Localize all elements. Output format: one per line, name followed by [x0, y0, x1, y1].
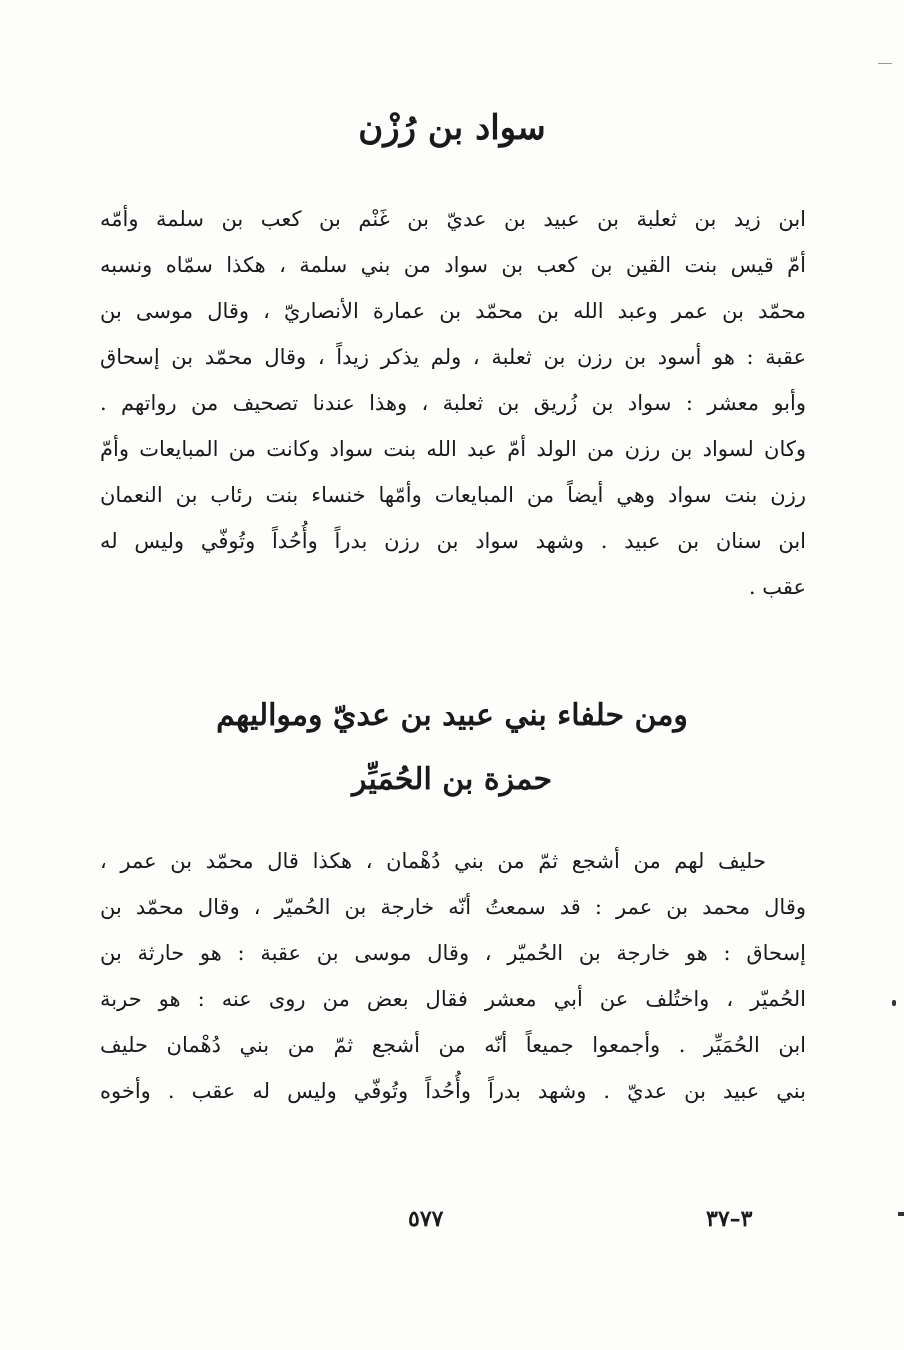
text-line: ابن الحُمَيِّر . وأجمعوا جميعاً أنّه من أشجع ثمّ من بني دُهْمان حليف	[100, 1033, 806, 1057]
text-line: رزن بنت سواد وهي أيضاً من المبايعات وأمّها خنساء بنت رئاب بن النعمان	[100, 483, 806, 507]
text-line: وأبو معشر : سواد بن زُريق بن ثعلبة ، وهذا عندنا تصحيف من رواتهم .	[100, 391, 806, 415]
paragraph-sawad	[100, 196, 806, 610]
section-title-hamza: حمزة بن الحُمَيِّر	[351, 762, 553, 797]
text-line: ابن سنان بن عبيد . وشهد سواد بن رزن بدراً وأُحُداً وتُوفّي وليس له	[100, 529, 806, 553]
paragraph-hamza	[100, 838, 806, 1114]
scan-artifact	[878, 63, 892, 64]
text-line: وقال محمد بن عمر : قد سمعتُ أنّه خارجة بن الحُميّر ، وقال محمّد بن	[100, 895, 806, 919]
text-line: بني عبيد بن عديّ . وشهد بدراً وأُحُداً وتُوفّي وليس له عقب . وأخوه	[100, 1079, 806, 1103]
scan-artifact	[898, 1212, 904, 1216]
text-line: الحُميّر ، واختُلف عن أبي معشر فقال بعض من روى عنه : هو حربة	[100, 987, 806, 1011]
text-line: حليف لهم من أشجع ثمّ من بني دُهْمان ، هكذا قال محمّد بن عمر ،	[100, 849, 766, 873]
signature-mark: ٣–٣٧	[706, 1206, 753, 1232]
text-line: وكان لسواد بن رزن من الولد أمّ عبد الله بنت سواد وكانت من المبايعات وأمّ	[100, 437, 806, 461]
section-title-sawad: سواد بن رُزْن	[358, 108, 546, 148]
page-number: ٥٧٧	[408, 1206, 444, 1232]
text-line: عقب .	[748, 575, 806, 599]
text-line: محمّد بن عمر وعبد الله بن محمّد بن عمارة الأنصاريّ ، وقال موسى بن	[100, 299, 806, 323]
text-line: ابن زيد بن ثعلبة بن عبيد بن عديّ بن غَنْم بن كعب بن سلمة وأمّه	[100, 207, 806, 231]
text-line: عقبة : هو أسود بن رزن بن ثعلبة ، ولم يذكر زيداً ، وقال محمّد بن إسحاق	[100, 345, 806, 369]
text-line: إسحاق : هو خارجة بن الحُميّر ، وقال موسى بن عقبة : هو حارثة بن	[100, 941, 806, 965]
text-line: أمّ قيس بنت القين بن كعب بن سواد من بني سلمة ، هكذا سمّاه ونسبه	[100, 253, 806, 277]
section-heading-allies: ومن حلفاء بني عبيد بن عديّ ومواليهم	[216, 698, 688, 733]
scan-artifact	[892, 1000, 896, 1006]
